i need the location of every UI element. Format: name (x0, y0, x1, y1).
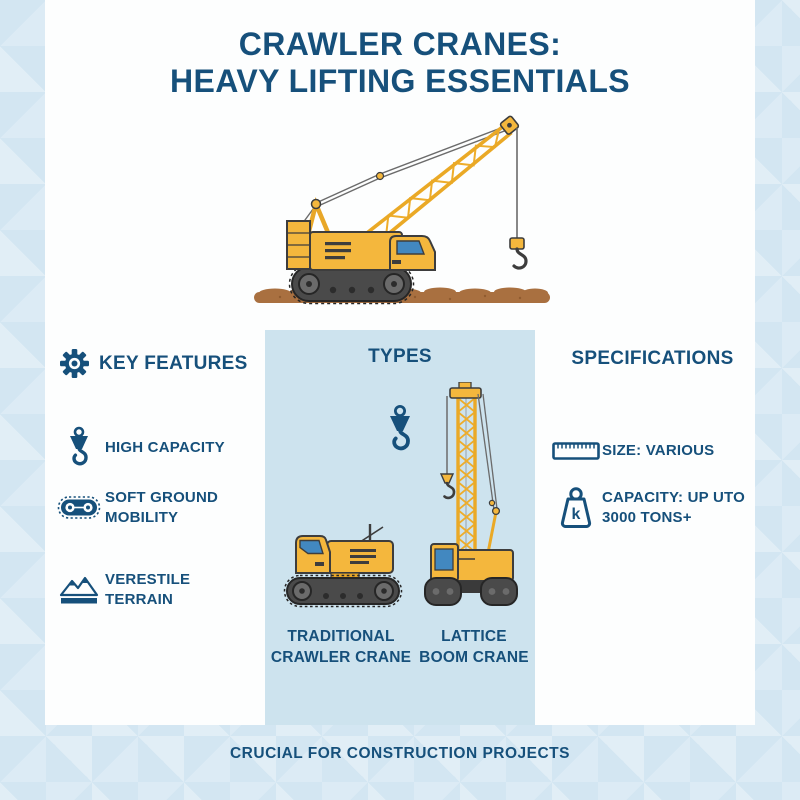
spec-item-size (550, 440, 748, 462)
crawler-track-icon (53, 495, 105, 520)
key-features-header (59, 348, 248, 379)
gear-icon (59, 348, 90, 379)
key-features-heading: KEY FEATURES (99, 352, 248, 374)
types-section (265, 330, 535, 725)
spec-item-capacity (550, 486, 748, 530)
feature-item-soft-ground (53, 488, 239, 528)
weight-icon-letter: k (571, 506, 581, 523)
spec-label: CAPACITY: UP UTO 3000 TONS+ (602, 489, 745, 526)
mountain-terrain-icon (53, 575, 105, 605)
crane-body (287, 221, 435, 270)
crane-hook (510, 128, 526, 268)
hook-icon (53, 426, 105, 470)
page-title (45, 26, 755, 100)
hook-icon (384, 404, 416, 456)
feature-item-high-capacity (53, 426, 239, 470)
feature-label: HIGH CAPACITY (105, 439, 225, 457)
specifications-section (550, 330, 755, 725)
feature-item-terrain (53, 570, 239, 610)
crawler-crane-illustration (230, 108, 560, 310)
types-heading: TYPES (368, 346, 432, 367)
ruler-icon (550, 440, 602, 462)
feature-label: VERESTILE TERRAIN (105, 571, 191, 608)
spec-label: SIZE: VARIOUS (602, 442, 715, 460)
footer-tagline: CRUCIAL FOR CONSTRUCTION PROJECTS (229, 745, 570, 762)
type-label-traditional: TRADITIONAL CRAWLER CRANE (270, 628, 412, 666)
feature-label: SOFT GROUND MOBILITY (105, 489, 219, 526)
weight-icon (550, 486, 602, 530)
lattice-boom-crane-illustration (417, 382, 529, 625)
content-card (45, 0, 755, 725)
specifications-heading: SPECIFICATIONS (571, 348, 734, 369)
traditional-crawler-crane-illustration (279, 522, 411, 624)
title-line-2: HEAVY LIFTING ESSENTIALS (169, 63, 631, 99)
type-label-lattice: LATTICE BOOM CRANE (419, 628, 529, 666)
title-line-1: CRAWLER CRANES: (238, 26, 562, 62)
key-features-section (53, 330, 265, 725)
